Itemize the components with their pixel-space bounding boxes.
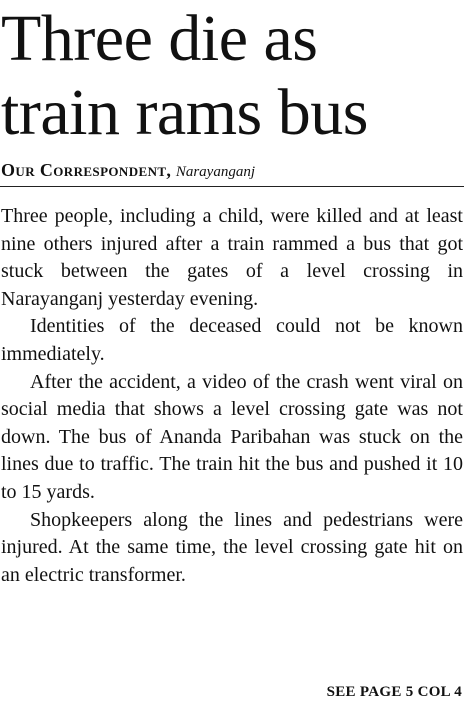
headline — [1, 2, 463, 150]
paragraph-3: After the accident, a video of the crash went viral on social media that shows a level crossing gate was not down. The bus of Ananda Paribahan was stuck on the lines due to traffic. The train hit the bus and pushed it 10 to 15 yards. — [1, 370, 463, 503]
byline-location: Narayanganj — [175, 164, 255, 180]
article-body — [1, 203, 463, 589]
paragraph-4: Shopkeepers along the lines and pedestrians were injured. At the same time, the level crossing gate hit on an electric transformer. — [1, 508, 463, 586]
paragraph-2: Identities of the deceased could not be known immediately. — [1, 315, 463, 365]
headline-line-1: Three die as — [1, 2, 318, 75]
headline-line-2: train rams bus — [1, 76, 368, 149]
byline-divider — [0, 186, 464, 187]
byline — [1, 155, 255, 185]
byline-author: Our Correspondent, — [1, 160, 172, 180]
paragraph-1: Three people, including a child, were killed and at least nine others injured after a train rammed a bus that got stuck between the gates of a level crossing in Narayanganj yesterday evening. — [1, 205, 463, 310]
continuation-jump-line: SEE PAGE 5 COL 4 — [326, 684, 462, 700]
